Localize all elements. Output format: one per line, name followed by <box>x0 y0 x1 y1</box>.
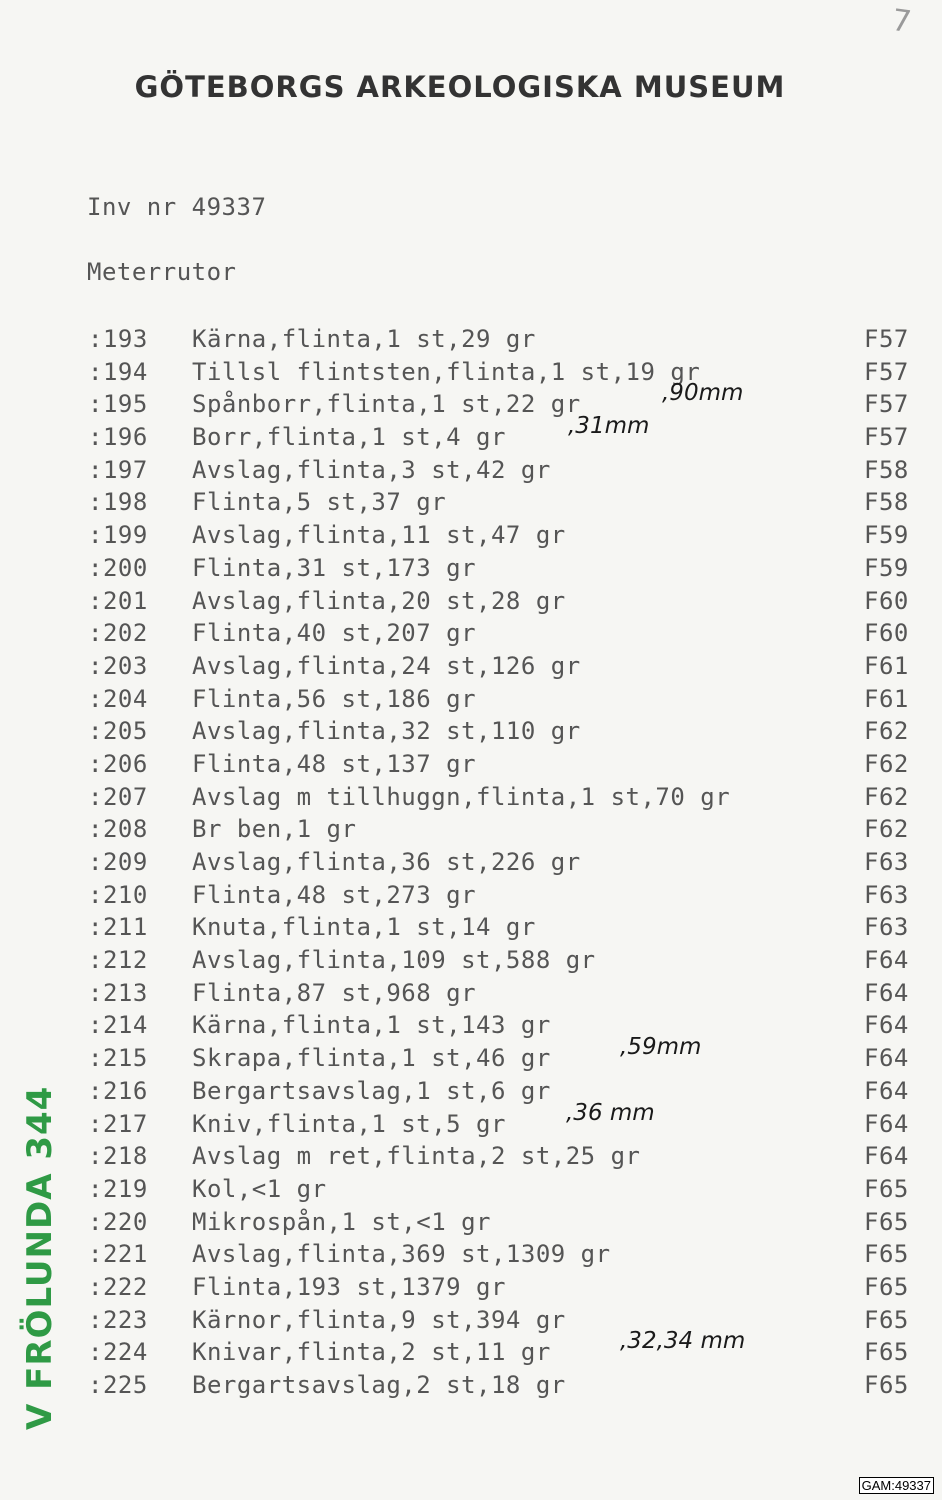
item-description: Avslag,flinta,3 st,42 gr <box>192 455 551 484</box>
item-description: Avslag,flinta,109 st,588 gr <box>192 946 596 975</box>
item-description: Flinta,48 st,137 gr <box>192 749 477 778</box>
handwritten-measurement: ,59mm <box>620 1034 702 1061</box>
list-item <box>0 815 942 848</box>
grid-square-code: F65 <box>864 1272 909 1301</box>
grid-square-code: F64 <box>864 978 909 1007</box>
list-item <box>0 1306 942 1339</box>
item-description: Kärna,flinta,1 st,29 gr <box>192 325 536 353</box>
list-item <box>0 979 942 1012</box>
grid-square-code: F64 <box>864 946 909 975</box>
item-number: :213 <box>88 978 148 1007</box>
item-description: Flinta,48 st,273 gr <box>192 880 477 909</box>
item-number: :225 <box>88 1371 148 1399</box>
list-item <box>0 946 942 979</box>
list-item <box>0 848 942 881</box>
item-description: Flinta,56 st,186 gr <box>192 684 477 713</box>
section-heading: Meterrutor <box>87 258 237 286</box>
list-item <box>0 783 942 816</box>
list-item <box>0 1371 942 1404</box>
item-description: Kniv,flinta,1 st,5 gr <box>192 1109 506 1138</box>
grid-square-code: F59 <box>864 553 909 582</box>
item-number: :209 <box>88 848 148 876</box>
item-description: Kol,<1 gr <box>192 1174 327 1203</box>
list-item <box>0 380 942 423</box>
grid-square-code: F64 <box>864 1109 909 1138</box>
item-number: :193 <box>88 325 148 353</box>
handwritten-site-note: V FRÖLUNDA 344 <box>20 1085 60 1430</box>
list-item <box>0 488 942 521</box>
item-number: :195 <box>88 390 148 419</box>
handwritten-measurement: ,32,34 mm <box>620 1328 746 1355</box>
grid-square-code: F65 <box>864 1240 909 1269</box>
item-description: Avslag,flinta,11 st,47 gr <box>192 521 566 550</box>
grid-square-code: F57 <box>864 390 909 419</box>
item-description: Flinta,193 st,1379 gr <box>192 1272 506 1301</box>
item-description: Borr,flinta,1 st,4 gr <box>192 423 506 452</box>
grid-square-code: F63 <box>864 880 909 909</box>
list-item <box>0 913 942 946</box>
grid-square-code: F62 <box>864 782 909 811</box>
item-description: Kärna,flinta,1 st,143 gr <box>192 1011 551 1040</box>
item-number: :206 <box>88 749 148 778</box>
list-item <box>0 587 942 620</box>
grid-square-code: F57 <box>864 357 909 386</box>
list-item <box>0 521 942 554</box>
item-number: :203 <box>88 651 148 680</box>
list-item <box>0 1208 942 1241</box>
grid-square-code: F57 <box>864 325 909 353</box>
item-description: Avslag,flinta,20 st,28 gr <box>192 586 566 615</box>
item-number: :204 <box>88 684 148 713</box>
item-number: :217 <box>88 1109 148 1138</box>
list-item <box>0 358 942 391</box>
list-item <box>0 413 942 456</box>
item-number: :198 <box>88 488 148 517</box>
list-item <box>0 1273 942 1306</box>
item-number: :210 <box>88 880 148 909</box>
item-number: :221 <box>88 1240 148 1269</box>
list-item <box>0 717 942 750</box>
item-description: Avslag,flinta,36 st,226 gr <box>192 848 581 876</box>
grid-square-code: F61 <box>864 651 909 680</box>
item-number: :207 <box>88 782 148 811</box>
item-description: Mikrospån,1 st,<1 gr <box>192 1207 491 1236</box>
item-description: Flinta,5 st,37 gr <box>192 488 447 517</box>
item-description: Flinta,87 st,968 gr <box>192 978 477 1007</box>
item-number: :205 <box>88 717 148 746</box>
item-number: :218 <box>88 1142 148 1171</box>
handwritten-measurement: ,90mm <box>662 380 744 407</box>
grid-square-code: F60 <box>864 586 909 615</box>
grid-square-code: F58 <box>864 455 909 484</box>
item-number: :222 <box>88 1272 148 1301</box>
item-number: :208 <box>88 815 148 844</box>
list-item <box>0 1077 942 1110</box>
item-description: Skrapa,flinta,1 st,46 gr <box>192 1044 551 1073</box>
page-number: 7 <box>889 2 914 41</box>
item-number: :219 <box>88 1174 148 1203</box>
item-description: Avslag,flinta,369 st,1309 gr <box>192 1240 611 1269</box>
grid-square-code: F57 <box>864 423 909 452</box>
item-description: Avslag m tillhuggn,flinta,1 st,70 gr <box>192 782 731 811</box>
grid-square-code: F65 <box>864 1305 909 1334</box>
item-description: Br ben,1 gr <box>192 815 357 844</box>
inventory-number: Inv nr 49337 <box>87 193 267 221</box>
grid-square-code: F62 <box>864 815 909 844</box>
list-item <box>0 1240 942 1273</box>
grid-square-code: F64 <box>864 1142 909 1171</box>
item-description: Spånborr,flinta,1 st,22 gr <box>192 390 581 419</box>
item-description: Knivar,flinta,2 st,11 gr <box>192 1338 551 1367</box>
grid-square-code: F64 <box>864 1011 909 1040</box>
item-description: Avslag m ret,flinta,2 st,25 gr <box>192 1142 641 1171</box>
list-item <box>0 1011 942 1044</box>
grid-square-code: F62 <box>864 717 909 746</box>
list-item <box>0 325 942 358</box>
item-description: Avslag,flinta,32 st,110 gr <box>192 717 581 746</box>
grid-square-code: F65 <box>864 1207 909 1236</box>
grid-square-code: F65 <box>864 1338 909 1367</box>
item-number: :194 <box>88 357 148 386</box>
item-description: Tillsl flintsten,flinta,1 st,19 gr <box>192 357 701 386</box>
list-item <box>0 881 942 914</box>
item-number: :214 <box>88 1011 148 1040</box>
item-description: Kärnor,flinta,9 st,394 gr <box>192 1305 566 1334</box>
list-item <box>0 750 942 783</box>
item-number: :200 <box>88 553 148 582</box>
grid-square-code: F61 <box>864 684 909 713</box>
handwritten-measurement: ,31mm <box>568 413 650 440</box>
item-number: :197 <box>88 455 148 484</box>
grid-square-code: F59 <box>864 521 909 550</box>
list-item <box>0 456 942 489</box>
grid-square-code: F60 <box>864 619 909 648</box>
item-description: Knuta,flinta,1 st,14 gr <box>192 913 536 942</box>
item-number: :224 <box>88 1338 148 1367</box>
item-description: Bergartsavslag,1 st,6 gr <box>192 1076 551 1105</box>
item-number: :223 <box>88 1305 148 1334</box>
list-item <box>0 685 942 718</box>
item-number: :215 <box>88 1044 148 1073</box>
item-number: :220 <box>88 1207 148 1236</box>
item-number: :211 <box>88 913 148 942</box>
list-item <box>0 1034 942 1077</box>
grid-square-code: F64 <box>864 1044 909 1073</box>
item-number: :201 <box>88 586 148 615</box>
item-description: Bergartsavslag,2 st,18 gr <box>192 1371 566 1399</box>
grid-square-code: F63 <box>864 913 909 942</box>
list-item <box>0 554 942 587</box>
grid-square-code: F65 <box>864 1371 909 1399</box>
item-number: :196 <box>88 423 148 452</box>
item-number: :202 <box>88 619 148 648</box>
page-title: GÖTEBORGS ARKEOLOGISKA MUSEUM <box>134 70 786 104</box>
item-number: :199 <box>88 521 148 550</box>
list-item <box>0 1099 942 1143</box>
list-item <box>0 652 942 685</box>
handwritten-measurement: ,36 mm <box>566 1099 655 1126</box>
item-description: Avslag,flinta,24 st,126 gr <box>192 651 581 680</box>
grid-square-code: F62 <box>864 749 909 778</box>
item-number: :212 <box>88 946 148 975</box>
list-item <box>0 1175 942 1208</box>
grid-square-code: F58 <box>864 488 909 517</box>
list-item <box>0 1142 942 1175</box>
grid-square-code: F64 <box>864 1076 909 1105</box>
list-item <box>0 619 942 652</box>
grid-square-code: F63 <box>864 848 909 876</box>
list-item <box>0 1328 942 1371</box>
inventory-list <box>0 325 942 1404</box>
grid-square-code: F65 <box>864 1174 909 1203</box>
item-description: Flinta,40 st,207 gr <box>192 619 477 648</box>
item-description: Flinta,31 st,173 gr <box>192 553 477 582</box>
item-number: :216 <box>88 1076 148 1105</box>
catalog-id: GAM:49337 <box>859 1477 934 1494</box>
